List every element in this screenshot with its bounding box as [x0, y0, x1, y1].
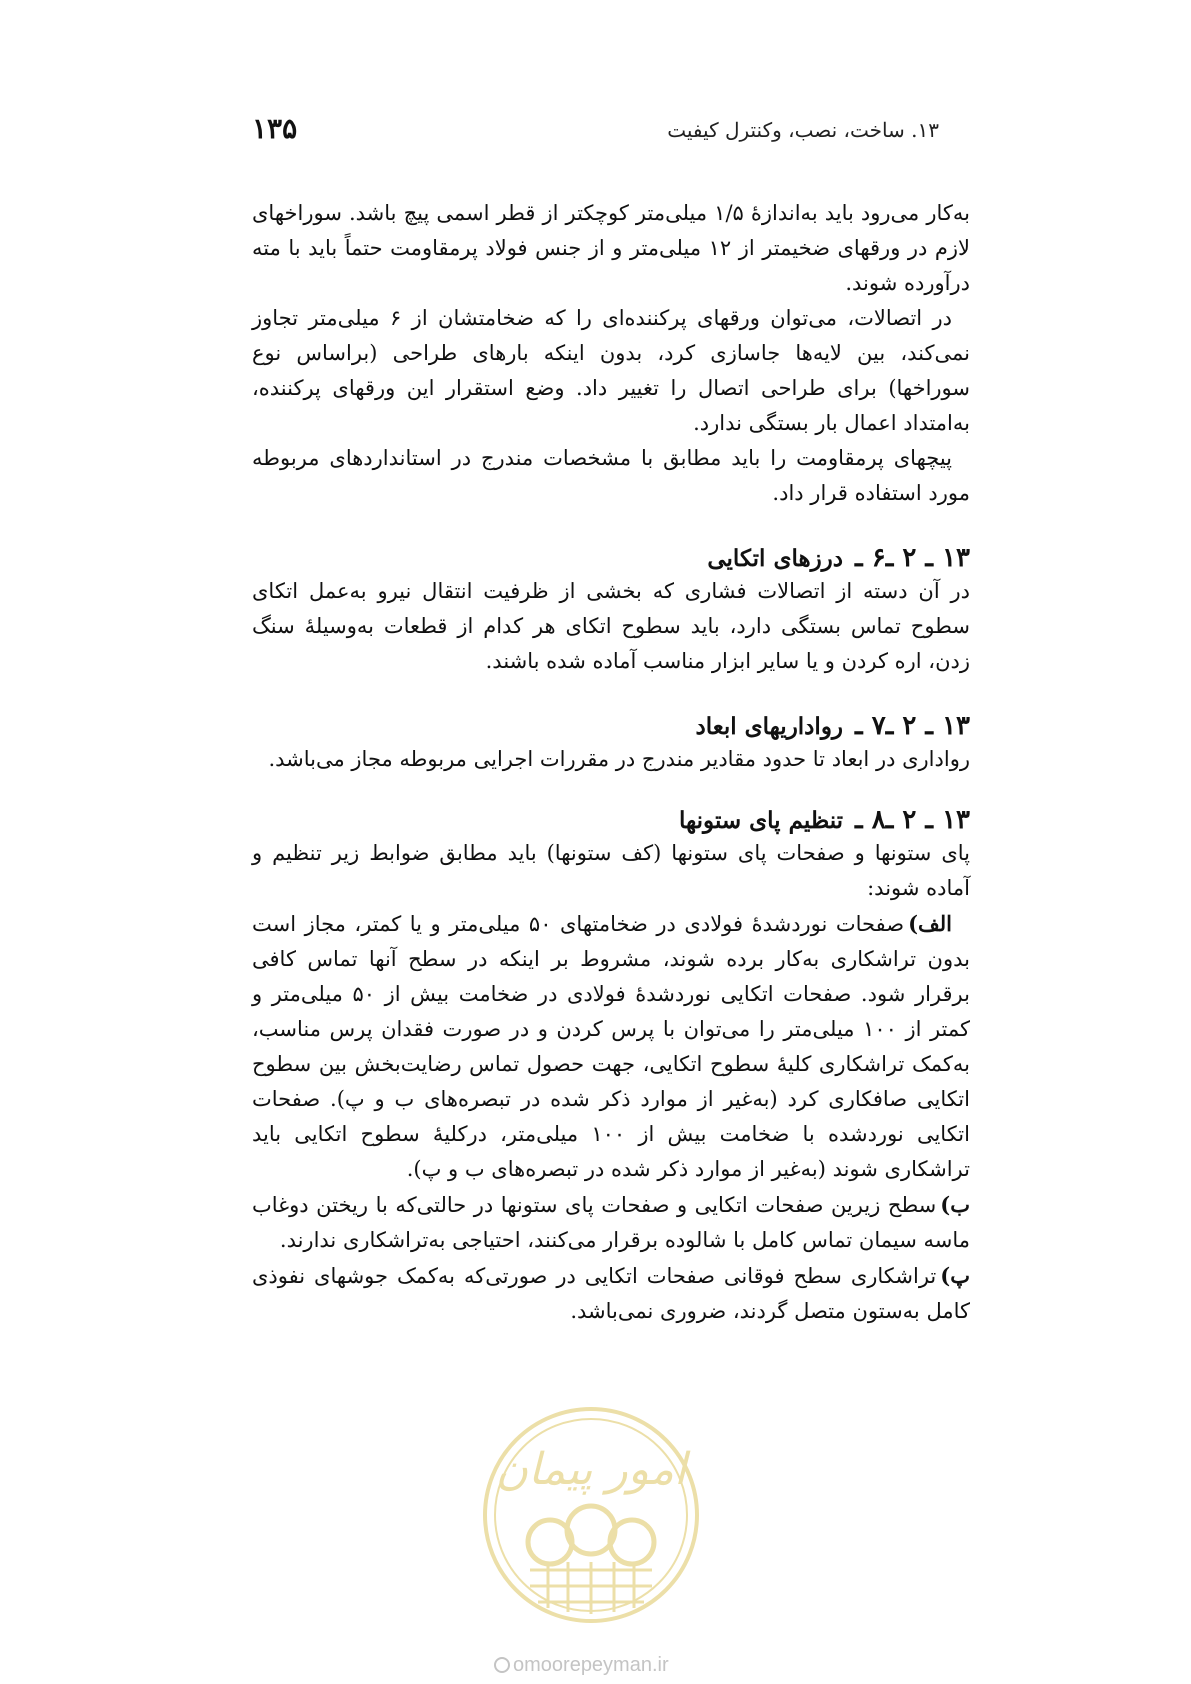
section-heading-7: [252, 711, 970, 742]
running-header: [252, 112, 939, 152]
list-item: [252, 906, 970, 1187]
paragraph: پیچهای پرمقاومت را باید مطابق با مشخصات مندرج در استانداردهای مربوطه مورد استفاده قرار داد.: [252, 446, 970, 505]
paragraph: در اتصالات، می‌توان ورقهای پرکننده‌ای را که ضخامتشان از ۶ میلی‌متر تجاوز نمی‌کند، بین لایه‌ها جاسازی کرد، بدون اینکه بارهای طراحی (براساس نوع سوراخها) برای طراحی اتصال را تغییر داد. وضع استقرار این ورقهای پرکننده، به‌امتداد اعمال بار بستگی ندارد.: [252, 306, 970, 435]
paragraph: پای ستونها و صفحات پای ستونها (کف ستونها) باید مطابق ضوابط زیر تنظیم و آماده شوند:: [252, 841, 970, 900]
section-number: ۱۳ ـ ۲ ـ۷ ـ: [855, 711, 970, 741]
section-number: ۱۳ ـ ۲ ـ۸ ـ: [855, 805, 970, 835]
chapter-title: ۱۳. ساخت، نصب، وکنترل کیفیت: [667, 118, 939, 142]
body-text: [252, 196, 970, 1329]
list-item: [252, 1187, 970, 1258]
item-text: سطح زیرین صفحات اتکایی و صفحات پای ستونها در حالتی‌که با ریختن دوغاب ماسه سیمان تماس کامل با شالوده برقرار می‌کنند، احتیاجی به‌تراشکاری ندارند.: [252, 1193, 970, 1252]
paragraph: رواداری در ابعاد تا حدود مقادیر مندرج در مقررات اجرایی مربوطه مجاز می‌باشد.: [268, 747, 970, 771]
at-sign-icon: [494, 1657, 510, 1673]
section-number: ۱۳ ـ ۲ ـ۶ ـ: [855, 543, 970, 573]
section-title: درزهای اتکایی: [707, 545, 844, 572]
paragraph: به‌کار می‌رود باید به‌اندازهٔ ۱/۵ میلی‌متر کوچکتر از قطر اسمی پیچ باشد. سوراخهای لازم در ورقهای ضخیمتر از ۱۲ میلی‌متر و از جنس فولاد پرمقاومت حتماً باید با مته درآورده شوند.: [252, 201, 970, 295]
section-heading-6: [252, 543, 970, 574]
section-title: رواداریهای ابعاد: [695, 713, 844, 740]
item-text: صفحات نوردشدهٔ فولادی در ضخامتهای ۵۰ میلی‌متر و یا کمتر، مجاز است بدون تراشکاری به‌کار برده شوند، مشروط بر اینکه در سطح آنها تماس کافی برقرار شود. صفحات اتکایی نوردشدهٔ فولادی در ضخامت بیش از ۵۰ میلی‌متر و کمتر از ۱۰۰ میلی‌متر را می‌توان با پرس کردن و در صورت فقدان پرس مناسب، به‌کمک تراشکاری کلیهٔ سطوح اتکایی، جهت حصول تماس رضایت‌بخش بین سطوح اتکایی صافکاری کرد (به‌غیر از موارد ذکر شده در تبصره‌های ب و پ). صفحات اتکایی نوردشده با ضخامت بیش از ۱۰۰ میلی‌متر، درکلیهٔ سطوح اتکایی باید تراشکاری شوند (به‌غیر از موارد ذکر شده در تبصره‌های ب و پ).: [252, 912, 971, 1181]
svg-text:امور پیمان: امور پیمان: [495, 1444, 687, 1495]
section-title: تنظیم پای ستونها: [679, 807, 844, 834]
paragraph: در آن دسته از اتصالات فشاری که بخشی از ظرفیت انتقال نیرو به‌عمل اتکای سطوح تماس بستگی دارد، باید سطوح اتکای هر کدام از قطعات به‌وسیلهٔ سنگ زدن، اره کردن و یا سایر ابزار مناسب آماده شده باشند.: [252, 579, 970, 673]
item-text: تراشکاری سطح فوقانی صفحات اتکایی در صورتی‌که به‌کمک جوشهای نفوذی کامل به‌ستون متصل گردند، ضروری نمی‌باشد.: [252, 1264, 970, 1323]
item-label: ب): [940, 1192, 970, 1217]
watermark-url: omoorepeyman.ir: [494, 1654, 669, 1677]
list-item: [252, 1258, 970, 1329]
item-label: پ): [940, 1263, 970, 1288]
watermark-seal: [478, 1402, 704, 1628]
section-heading-8: [252, 805, 970, 836]
page-number: ۱۳۵: [252, 112, 298, 145]
item-label: الف): [908, 911, 952, 936]
